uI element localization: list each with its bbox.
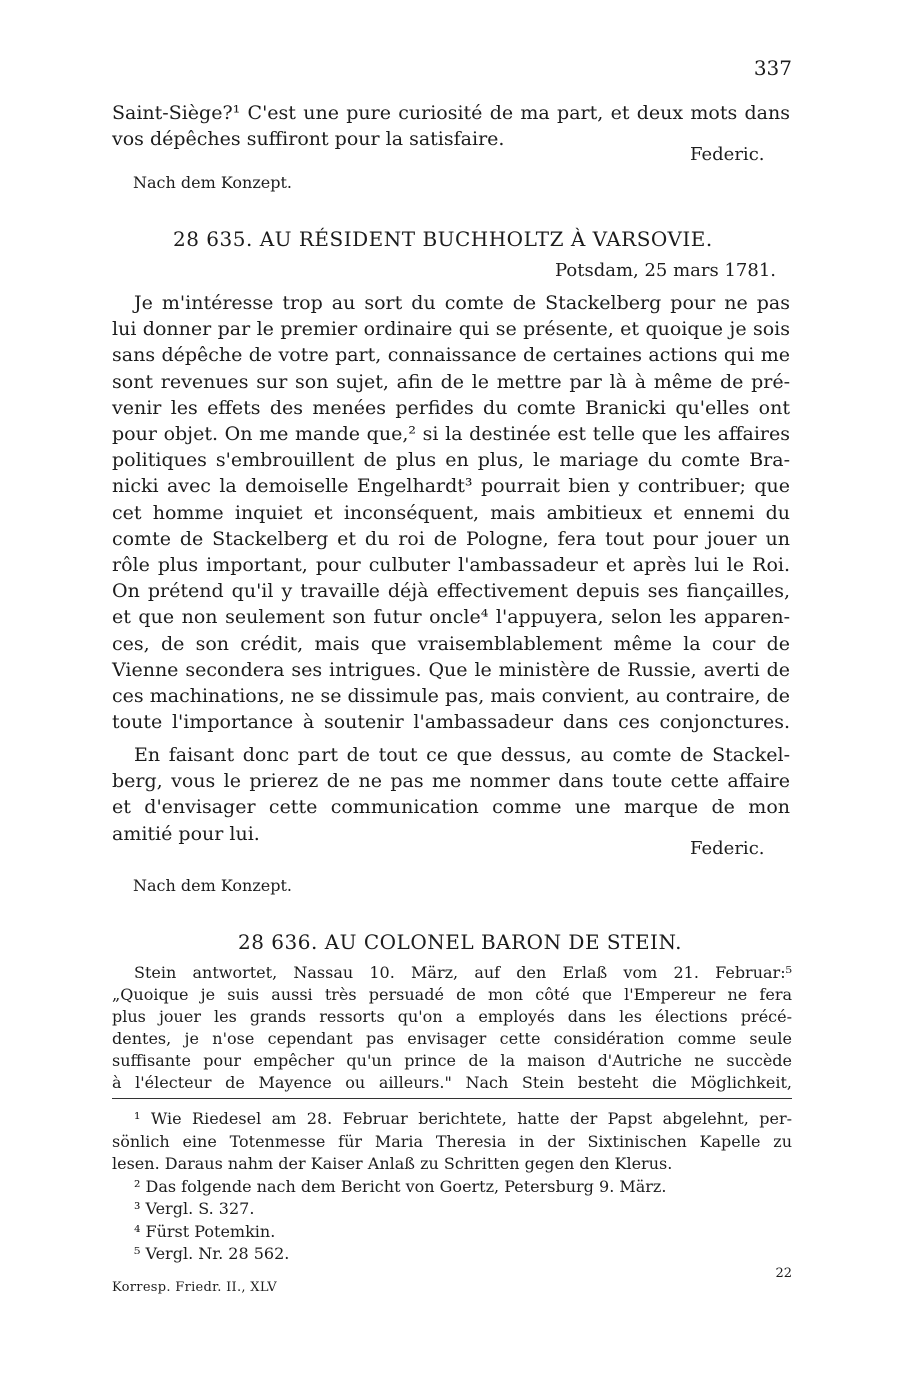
source-note: Nach dem Konzept. [133,173,292,192]
text-line: venir les effets des menées perfides du comte Branicki qu'elles ont [112,396,790,419]
source-note: Nach dem Konzept. [133,876,292,895]
text-line: Saint-Siège?¹ C'est une pure curiosité de ma part, et deux mots dans [112,102,790,124]
text-line: plus jouer les grands ressorts qu'on a employés dans les élections précé- [112,1007,792,1026]
text-line: comte de Stackelberg et du roi de Pologne, fera tout pour jouer un [112,527,790,550]
text-line: lui donner par le premier ordinaire qui se présente, et quoique je sois [112,318,790,341]
footnote-separator [112,1098,792,1099]
text-line: sont revenues sur son sujet, afin de le mettre par là à même de pré- [112,370,790,393]
footnote-line: ⁵ Vergl. Nr. 28 562. [134,1244,290,1263]
footnote-line: ² Das folgende nach dem Bericht von Goertz, Petersburg 9. März. [134,1176,667,1196]
letter-body-paragraph-1 [112,290,790,735]
letter-summary [112,962,792,1094]
footnotes [112,1108,792,1266]
text-line: toute l'importance à soutenir l'ambassadeur dans ces conjonctures. [112,711,790,734]
text-line: berg, vous le prierez de ne pas me nommer dans toute cette affaire [112,770,790,793]
text-line: pour objet. On me mande que,² si la destinée est telle que les affaires [112,423,790,446]
text-line: ces machinations, ne se dissimule pas, mais convient, au contraire, de [112,685,790,708]
text-line: politiques s'embrouillent de plus en plus, le mariage du comte Bra- [112,449,790,472]
text-line: dentes, je n'ose cependant pas envisager cette considération comme seule [112,1029,792,1048]
page-number: 337 [753,56,792,80]
footnote-line: sönlich eine Totenmesse für Maria Theresia in der Sixtinischen Kapelle zu [112,1131,792,1151]
footnote-line: ³ Vergl. S. 327. [134,1199,255,1218]
text-line: Je m'intéresse trop au sort du comte de Stackelberg pour ne pas [134,292,790,314]
text-line: nicki avec la demoiselle Engelhardt³ pourrait bien y contribuer; que [112,475,790,498]
text-line: sans dépêche de votre part, connaissance de certaines actions qui me [112,344,790,367]
imprint: Korresp. Friedr. II., XLV [112,1280,277,1295]
text-line: En faisant donc part de tout ce que dessus, au comte de Stackel- [134,744,790,766]
signature-mark: 22 [775,1266,792,1281]
signature: Federic. [690,144,765,165]
letter-heading: 28 635. AU RÉSIDENT BUCHHOLTZ À VARSOVIE. [173,227,713,251]
footnote-line: ¹ Wie Riedesel am 28. Februar berichtete, hatte der Papst abgelehnt, per- [134,1109,792,1128]
text-line: Stein antwortet, Nassau 10. März, auf den Erlaß vom 21. Februar:⁵ [134,963,792,982]
text-line: rôle plus important, pour culbuter l'ambassadeur et après lui le Roi. [112,554,790,577]
footnote-line: lesen. Daraus nahm der Kaiser Anlaß zu Schritten gegen den Klerus. [112,1154,673,1173]
letter-heading: 28 636. AU COLONEL BARON DE STEIN. [238,930,683,954]
text-line: suffisante pour empêcher qu'un prince de la maison d'Autriche ne succède [112,1051,792,1070]
text-line: cet homme inquiet et inconséquent, mais ambitieux et ennemi du [112,501,790,524]
letter-body-paragraph-2 [112,742,790,847]
text-line: et d'envisager cette communication comme une marque de mon [112,796,790,819]
text-line: amitié pour lui. [112,822,260,845]
text-line: ces, de son crédit, mais que vraisemblablement même la cour de [112,632,790,655]
text-line: Vienne secondera ses intrigues. Que le ministère de Russie, averti de [112,658,790,681]
text-line: „Quoique je suis aussi très persuadé de mon côté que l'Empereur ne fera [112,985,792,1004]
text-line: et que non seulement son futur oncle⁴ l'appuyera, selon les apparen- [112,606,790,629]
text-line: à l'électeur de Mayence ou ailleurs." Nach Stein besteht die Möglichkeit, [112,1073,792,1092]
dateline: Potsdam, 25 mars 1781. [555,260,776,281]
signature: Federic. [690,838,765,859]
footnote-line: ⁴ Fürst Potemkin. [134,1221,276,1241]
text-line: vos dépêches suffiront pour la satisfaire. [112,128,505,151]
continuation-text [112,100,790,152]
text-line: On prétend qu'il y travaille déjà effectivement depuis ses fiançailles, [112,580,790,603]
